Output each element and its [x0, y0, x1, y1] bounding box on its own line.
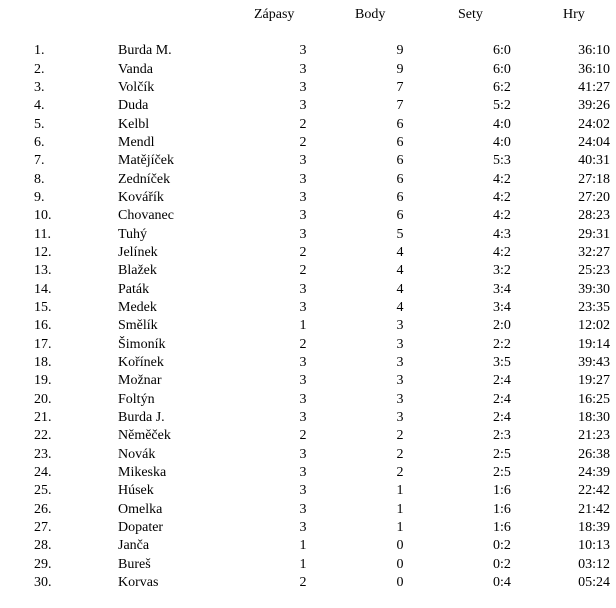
games-played: 3: [299, 43, 307, 59]
games-played: 1: [299, 538, 307, 554]
rank-cell: 28.: [34, 538, 52, 554]
game-time: 39:43: [578, 355, 610, 371]
games-played: 1: [299, 318, 307, 334]
games-played: 2: [299, 428, 307, 444]
player-name: Paták: [118, 281, 150, 297]
player-name: Kořínek: [118, 355, 164, 371]
rank-cell: 2.: [34, 61, 45, 77]
points: 3: [396, 410, 404, 426]
sets-score: 3:5: [493, 355, 511, 371]
rank-cell: 23.: [34, 446, 52, 462]
rank-cell: 14.: [34, 281, 52, 297]
player-name: Novák: [118, 446, 156, 462]
rank-cell: 21.: [34, 410, 52, 426]
game-time: 22:42: [578, 483, 610, 499]
sets-score: 2:5: [493, 465, 511, 481]
standings-table: [0, 42, 610, 592]
points: 3: [396, 373, 404, 389]
player-name: Omelka: [118, 501, 163, 517]
sets-score: 6:0: [493, 61, 511, 77]
player-name: Korvas: [118, 575, 159, 591]
sets-score: 0:2: [493, 556, 511, 572]
player-name: Duda: [118, 98, 149, 114]
sets-score: 3:4: [493, 299, 511, 315]
sets-score: 6:2: [493, 79, 511, 95]
header-points: Body: [355, 7, 386, 22]
rank-cell: 7.: [34, 153, 45, 169]
rank-cell: 30.: [34, 575, 52, 591]
game-time: 12:02: [578, 318, 610, 334]
points: 4: [396, 263, 404, 279]
player-name: Vanda: [118, 61, 153, 77]
game-time: 05:24: [578, 575, 610, 591]
game-time: 03:12: [578, 556, 610, 572]
points: 4: [396, 281, 404, 297]
table-row: [0, 189, 610, 207]
player-name: Šimoník: [118, 336, 166, 352]
games-played: 3: [299, 391, 307, 407]
table-row: [0, 79, 610, 97]
rank-cell: 11.: [34, 226, 51, 242]
rank-cell: 5.: [34, 116, 45, 132]
table-row: [0, 427, 610, 445]
game-time: 41:27: [578, 79, 610, 95]
player-name: Smělík: [118, 318, 158, 334]
table-row: [0, 372, 610, 390]
rank-cell: 13.: [34, 263, 52, 279]
table-row: [0, 97, 610, 115]
points: 0: [396, 538, 404, 554]
points: 3: [396, 391, 404, 407]
games-played: 2: [299, 263, 307, 279]
points: 2: [396, 428, 404, 444]
games-played: 2: [299, 134, 307, 150]
games-played: 3: [299, 501, 307, 517]
rank-cell: 3.: [34, 79, 45, 95]
player-name: Mendl: [118, 134, 155, 150]
game-time: 25:23: [578, 263, 610, 279]
table-row: [0, 501, 610, 519]
player-name: Matějíček: [118, 153, 174, 169]
game-time: 29:31: [578, 226, 610, 242]
game-time: 16:25: [578, 391, 610, 407]
rank-cell: 4.: [34, 98, 45, 114]
rank-cell: 15.: [34, 299, 52, 315]
game-time: 18:39: [578, 520, 610, 536]
sets-score: 6:0: [493, 43, 511, 59]
player-name: Foltýn: [118, 391, 155, 407]
points: 3: [396, 318, 404, 334]
table-row: [0, 170, 610, 188]
standings-rows: [0, 42, 610, 592]
sets-score: 3:2: [493, 263, 511, 279]
games-played: 3: [299, 226, 307, 242]
games-played: 3: [299, 79, 307, 95]
sets-score: 1:6: [493, 501, 511, 517]
table-row: [0, 280, 610, 298]
table-row: [0, 60, 610, 78]
games-played: 3: [299, 446, 307, 462]
games-played: 2: [299, 575, 307, 591]
game-time: 23:35: [578, 299, 610, 315]
table-row: [0, 152, 610, 170]
games-played: 2: [299, 336, 307, 352]
rank-cell: 22.: [34, 428, 52, 444]
sets-score: 1:6: [493, 520, 511, 536]
points: 9: [396, 61, 404, 77]
table-row: [0, 336, 610, 354]
rank-cell: 19.: [34, 373, 52, 389]
sets-score: 5:2: [493, 98, 511, 114]
table-row: [0, 225, 610, 243]
games-played: 3: [299, 281, 307, 297]
rank-cell: 6.: [34, 134, 45, 150]
points: 1: [396, 483, 404, 499]
table-row: [0, 537, 610, 555]
rank-cell: 20.: [34, 391, 52, 407]
player-name: Volčík: [118, 79, 155, 95]
points: 9: [396, 43, 404, 59]
points: 3: [396, 336, 404, 352]
game-time: 36:10: [578, 43, 610, 59]
points: 6: [396, 153, 404, 169]
player-name: Burda J.: [118, 410, 165, 426]
games-played: 3: [299, 189, 307, 205]
game-time: 39:26: [578, 98, 610, 114]
table-row: [0, 446, 610, 464]
sets-score: 4:2: [493, 189, 511, 205]
game-time: 26:38: [578, 446, 610, 462]
game-time: 32:27: [578, 244, 610, 260]
player-name: Možnar: [118, 373, 162, 389]
player-name: Tuhý: [118, 226, 148, 242]
sets-score: 2:5: [493, 446, 511, 462]
table-row: [0, 519, 610, 537]
sets-score: 4:2: [493, 171, 511, 187]
rank-cell: 1.: [34, 43, 45, 59]
games-played: 3: [299, 373, 307, 389]
points: 7: [396, 79, 404, 95]
points: 4: [396, 299, 404, 315]
games-played: 3: [299, 299, 307, 315]
rank-cell: 17.: [34, 336, 52, 352]
games-played: 2: [299, 244, 307, 260]
game-time: 40:31: [578, 153, 610, 169]
game-time: 28:23: [578, 208, 610, 224]
rank-cell: 10.: [34, 208, 52, 224]
games-played: 3: [299, 171, 307, 187]
points: 2: [396, 465, 404, 481]
header-sets: Sety: [458, 7, 483, 22]
table-row: [0, 556, 610, 574]
sets-score: 2:4: [493, 410, 511, 426]
sets-score: 2:3: [493, 428, 511, 444]
game-time: 21:23: [578, 428, 610, 444]
sets-score: 4:3: [493, 226, 511, 242]
player-name: Dopater: [118, 520, 164, 536]
games-played: 3: [299, 153, 307, 169]
points: 0: [396, 556, 404, 572]
points: 6: [396, 116, 404, 132]
game-time: 27:20: [578, 189, 610, 205]
sets-score: 4:2: [493, 244, 511, 260]
sets-score: 2:4: [493, 391, 511, 407]
rank-cell: 8.: [34, 171, 45, 187]
points: 1: [396, 520, 404, 536]
player-name: Mikeska: [118, 465, 167, 481]
table-row: [0, 134, 610, 152]
game-time: 24:39: [578, 465, 610, 481]
player-name: Zedníček: [118, 171, 171, 187]
games-played: 3: [299, 410, 307, 426]
header-games: Zápasy: [254, 7, 295, 22]
game-time: 18:30: [578, 410, 610, 426]
game-time: 19:27: [578, 373, 610, 389]
table-row: [0, 115, 610, 133]
sets-score: 3:4: [493, 281, 511, 297]
rank-cell: 24.: [34, 465, 52, 481]
game-time: 24:04: [578, 134, 610, 150]
player-name: Bureš: [118, 556, 151, 572]
table-row: [0, 244, 610, 262]
points: 6: [396, 171, 404, 187]
points: 4: [396, 244, 404, 260]
points: 2: [396, 446, 404, 462]
sets-score: 4:0: [493, 116, 511, 132]
points: 1: [396, 501, 404, 517]
rank-cell: 16.: [34, 318, 52, 334]
points: 3: [396, 355, 404, 371]
points: 5: [396, 226, 404, 242]
rank-cell: 18.: [34, 355, 52, 371]
player-name: Kelbl: [118, 116, 150, 132]
sets-score: 4:2: [493, 208, 511, 224]
sets-score: 5:3: [493, 153, 511, 169]
games-played: 3: [299, 355, 307, 371]
table-row: [0, 317, 610, 335]
player-name: Janča: [118, 538, 150, 554]
game-time: 27:18: [578, 171, 610, 187]
rank-cell: 12.: [34, 244, 52, 260]
games-played: 3: [299, 98, 307, 114]
points: 6: [396, 189, 404, 205]
player-name: Něměček: [118, 428, 171, 444]
table-row: [0, 354, 610, 372]
games-played: 2: [299, 116, 307, 132]
header-time: Hry: [563, 7, 585, 22]
player-name: Húsek: [118, 483, 154, 499]
player-name: Jelínek: [118, 244, 158, 260]
games-played: 3: [299, 483, 307, 499]
sets-score: 2:2: [493, 336, 511, 352]
table-row: [0, 42, 610, 60]
table-row: [0, 482, 610, 500]
sets-score: 2:4: [493, 373, 511, 389]
points: 0: [396, 575, 404, 591]
games-played: 3: [299, 208, 307, 224]
rank-cell: 29.: [34, 556, 52, 572]
game-time: 10:13: [578, 538, 610, 554]
player-name: Kovářík: [118, 189, 164, 205]
sets-score: 0:2: [493, 538, 511, 554]
game-time: 36:10: [578, 61, 610, 77]
sets-score: 0:4: [493, 575, 511, 591]
sets-score: 4:0: [493, 134, 511, 150]
rank-cell: 26.: [34, 501, 52, 517]
game-time: 19:14: [578, 336, 610, 352]
table-row: [0, 409, 610, 427]
table-row: [0, 391, 610, 409]
game-time: 24:02: [578, 116, 610, 132]
games-played: 3: [299, 61, 307, 77]
table-row: [0, 299, 610, 317]
table-row: [0, 207, 610, 225]
player-name: Chovanec: [118, 208, 174, 224]
rank-cell: 25.: [34, 483, 52, 499]
games-played: 3: [299, 465, 307, 481]
rank-cell: 27.: [34, 520, 52, 536]
player-name: Medek: [118, 299, 157, 315]
table-row: [0, 574, 610, 592]
game-time: 39:30: [578, 281, 610, 297]
points: 7: [396, 98, 404, 114]
table-row: [0, 464, 610, 482]
table-row: [0, 262, 610, 280]
sets-score: 2:0: [493, 318, 511, 334]
game-time: 21:42: [578, 501, 610, 517]
games-played: 1: [299, 556, 307, 572]
points: 6: [396, 208, 404, 224]
player-name: Blažek: [118, 263, 157, 279]
rank-cell: 9.: [34, 189, 45, 205]
games-played: 3: [299, 520, 307, 536]
sets-score: 1:6: [493, 483, 511, 499]
player-name: Burda M.: [118, 43, 172, 59]
points: 6: [396, 134, 404, 150]
